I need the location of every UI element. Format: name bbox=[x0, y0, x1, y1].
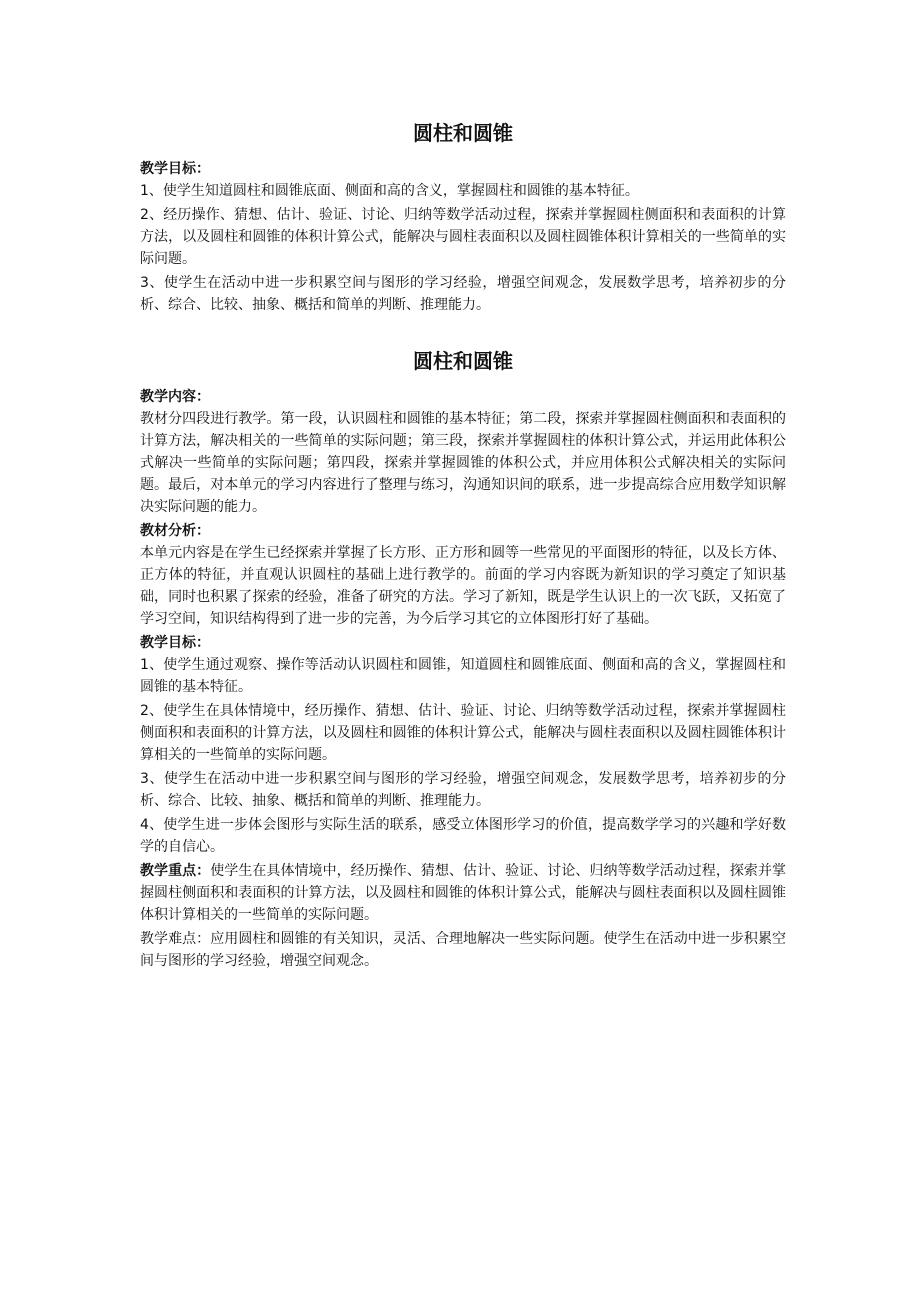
section1-objective-2: 2、经历操作、猜想、估计、验证、讨论、归纳等数学活动过程，探索并掌握圆柱侧面积和表面积的计算方法，以及圆柱和圆锥的体积计算公式，能解决与圆柱表面积以及圆柱圆锥体积计算相关的一些简单的实际问题。 bbox=[140, 207, 786, 267]
section1-objective-3: 3、使学生在活动中进一步积累空间与图形的学习经验，增强空间观念，发展数学思考，培养初步的分析、综合、比较、抽象、概括和简单的判断、推理能力。 bbox=[140, 275, 786, 313]
document-page bbox=[140, 118, 786, 974]
section2-objective-1: 1、使学生通过观察、操作等活动认识圆柱和圆锥，知道圆柱和圆锥底面、侧面和高的含义，掌握圆柱和圆锥的基本特征。 bbox=[140, 657, 786, 695]
key-point-paragraph bbox=[140, 860, 786, 926]
difficulty-paragraph bbox=[140, 928, 786, 972]
section1-title: 圆柱和圆锥 bbox=[413, 121, 513, 145]
difficulty-text: 应用圆柱和圆锥的有关知识，灵活、合理地解决一些实际问题。使学生在活动中进一步积累空间与图形的学习经验，增强空间观念。 bbox=[140, 931, 787, 969]
section2-objective-2: 2、使学生在具体情境中，经历操作、猜想、估计、验证、讨论、归纳等数学活动过程，探索并掌握圆柱侧面积和表面积的计算方法，以及圆柱和圆锥的体积计算公式，能解决与圆柱表面积以及圆柱圆锥体积计算相关的一些简单的实际问题。 bbox=[140, 703, 786, 763]
key-point-text: 使学生在具体情境中，经历操作、猜想、估计、验证、讨论、归纳等数学活动过程，探索并掌握圆柱侧面积和表面积的计算方法，以及圆柱和圆锥的体积计算公式，能解决与圆柱表面积以及圆柱圆锥体积计算相关的一些简单的实际问题。 bbox=[140, 863, 787, 923]
section2-title: 圆柱和圆锥 bbox=[413, 349, 513, 373]
section2-objective-4: 4、使学生进一步体会图形与实际生活的联系，感受立体图形学习的价值，提高数学学习的兴趣和学好数学的自信心。 bbox=[140, 817, 786, 855]
content-label: 教学内容： bbox=[140, 389, 210, 405]
difficulty-label: 教学难点： bbox=[140, 931, 211, 947]
content-text: 教材分四段进行教学。第一段，认识圆柱和圆锥的基本特征；第二段，探索并掌握圆柱侧面积和表面积的计算方法，解决相关的一些简单的实际问题；第三段，探索并掌握圆柱的体积计算公式，并运用此体积公式解决一些简单的实际问题；第四段，探索并掌握圆锥的体积公式，并应用体积公式解决相关的实际问题。最后，对本单元的学习内容进行了整理与练习，沟通知识间的联系，进一步提高综合应用数学知识解决实际问题的能力。 bbox=[140, 411, 786, 515]
analysis-label: 教材分析： bbox=[140, 523, 210, 539]
section2-objectives-label: 教学目标： bbox=[140, 635, 210, 651]
section2-objective-3: 3、使学生在活动中进一步积累空间与图形的学习经验，增强空间观念，发展数学思考，培养初步的分析、综合、比较、抽象、概括和简单的判断、推理能力。 bbox=[140, 771, 786, 809]
key-point-label: 教学重点： bbox=[140, 863, 211, 879]
section1-objective-1: 1、使学生知道圆柱和圆锥底面、侧面和高的含义，掌握圆柱和圆锥的基本特征。 bbox=[140, 183, 639, 199]
section1-objectives-label: 教学目标： bbox=[140, 161, 210, 177]
analysis-text: 本单元内容是在学生已经探索并掌握了长方形、正方形和圆等一些常见的平面图形的特征，以及长方体、正方体的特征，并直观认识圆柱的基础上进行教学的。前面的学习内容既为新知识的学习奠定了知识基础，同时也积累了探索的经验，准备了研究的方法。学习了新知，既是学生认识上的一次飞跃，又拓宽了学习空间，知识结构得到了进一步的完善，为今后学习其它的立体图形打好了基础。 bbox=[140, 545, 786, 627]
